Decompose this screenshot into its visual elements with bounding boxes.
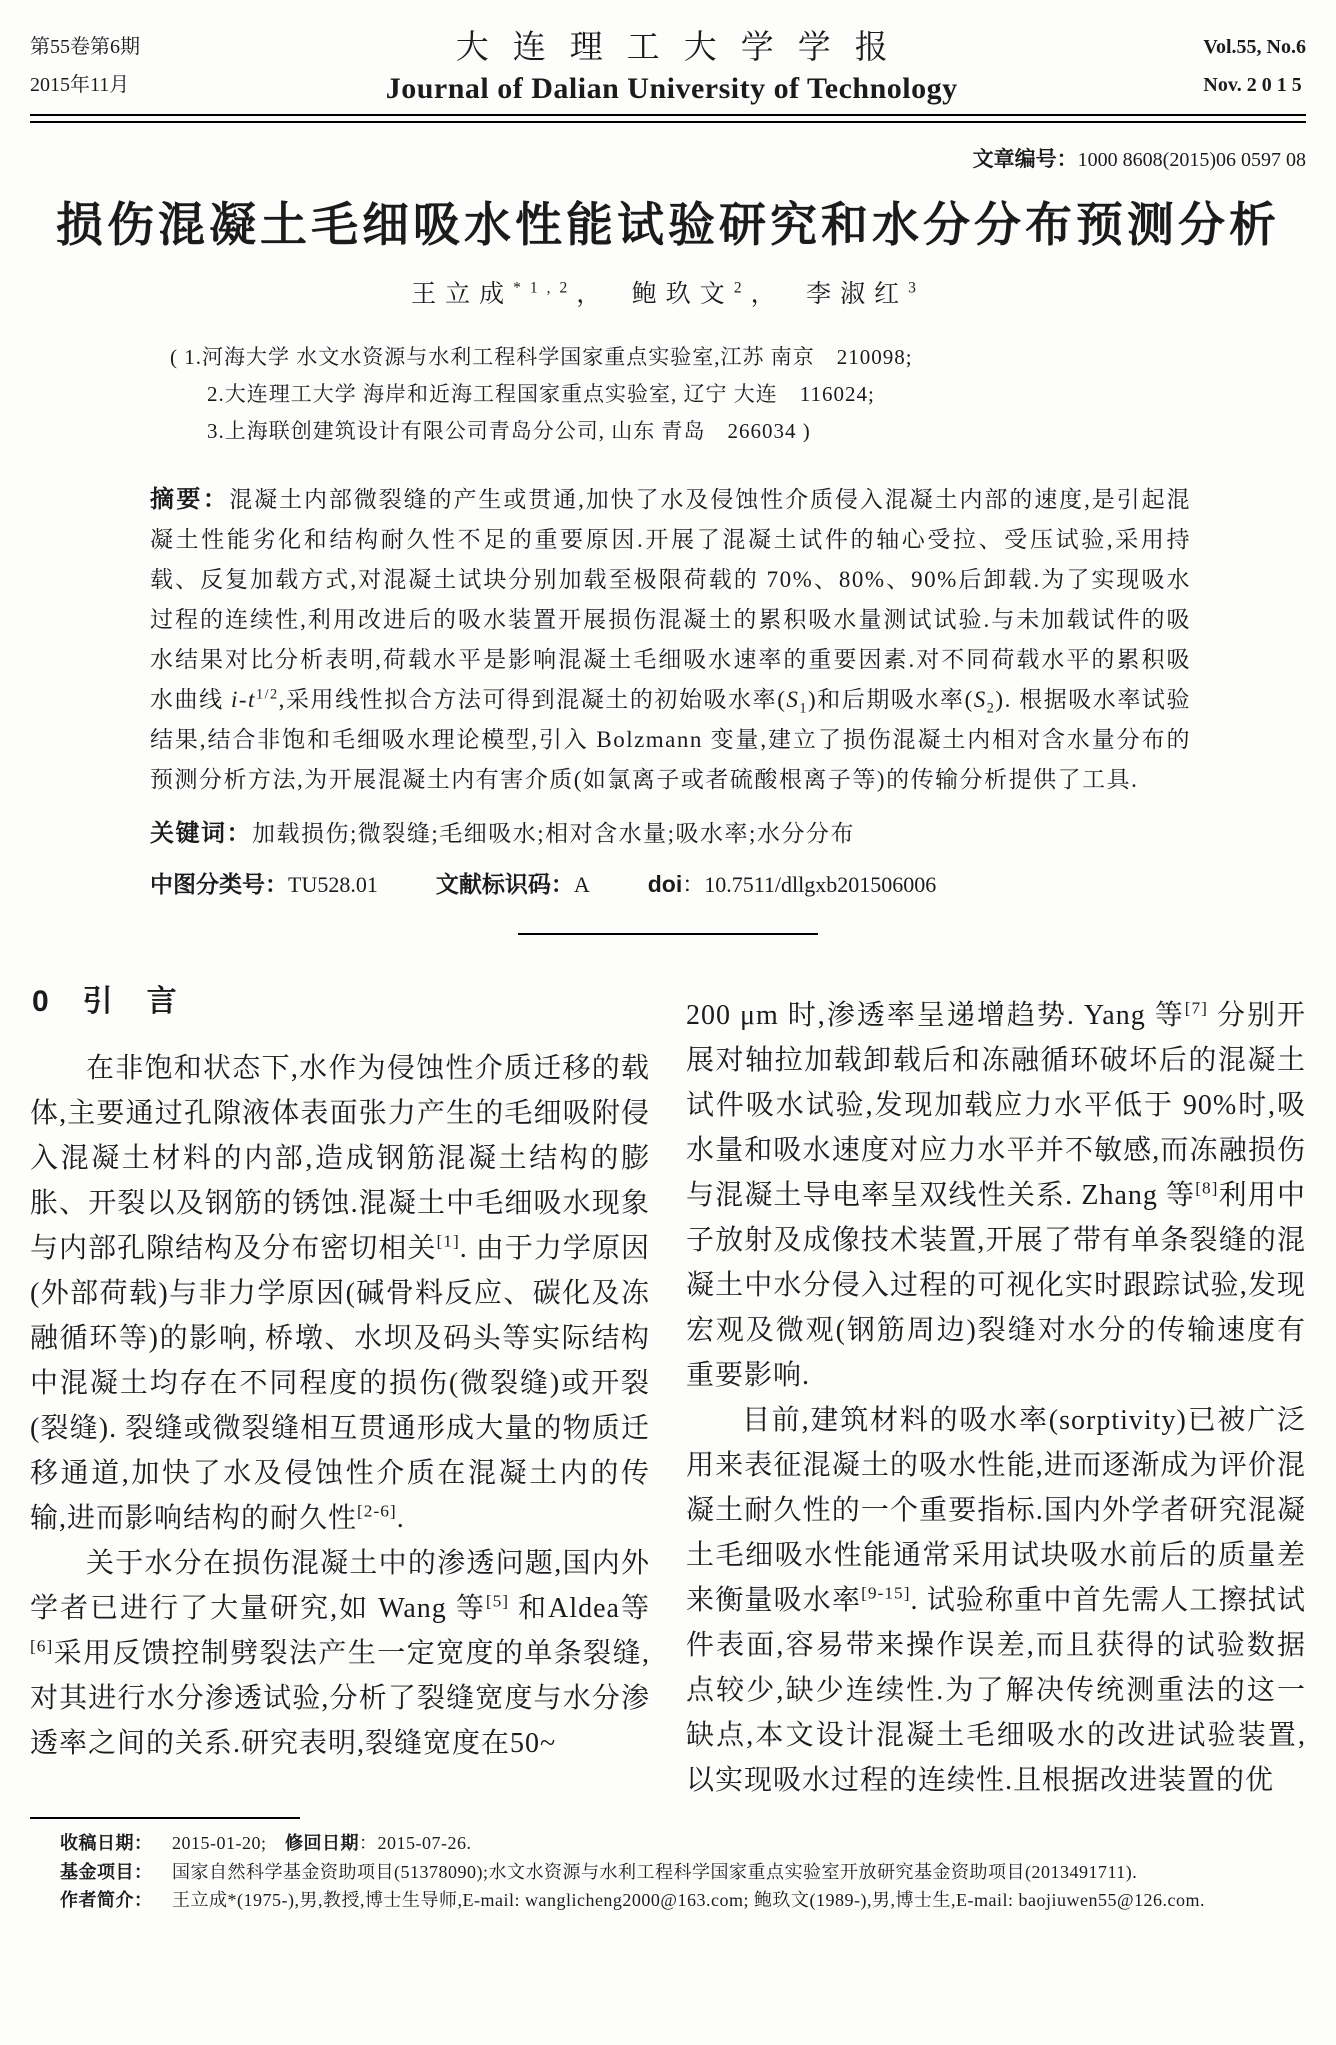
affiliation-2: 2.大连理工大学 海岸和近海工程国家重点实验室, 辽宁 大连 116024; [207,382,875,406]
paragraph: 在非饱和状态下,水作为侵蚀性介质迁移的载体,主要通过孔隙液体表面张力产生的毛细吸附侵入混凝土材料的内部,造成钢筋混凝土结构的膨胀、开裂以及钢筋的锈蚀.混凝土中毛细吸水现象与内部孔隙结构及分布密切相关[1]. 由于力学原因(外部荷载)与非力学原因(碱骨料反应、碳化及冻融循环等)的影响, 桥墩、水坝及码头等实际结构中混凝土均存在不同程度的损伤(微裂缝)或开裂(裂缝). 裂缝或微裂缝相互贯通形成大量的物质迁移通道,加快了水及侵蚀性介质在混凝土内的传输,进而影响结构的耐久性[2-6]. [30,1053,650,1534]
header-right [1203,28,1306,104]
article-number-row [30,143,1306,171]
left-column [30,971,650,1803]
section-0-heading: 0 引 言 [32,985,179,1018]
journal-title-cn: 大连理工大学学报 [455,30,912,66]
footnote-funding [60,1858,1306,1887]
keywords-row [150,814,1191,854]
footnote-block [30,1829,1306,1915]
section-divider [518,933,818,935]
affiliation-3: 3.上海联创建筑设计有限公司青岛分公司, 山东 青岛 266034 ) [207,419,811,443]
received-value: 2015-01-20; 修回日期：2015-07-26. [172,1833,472,1853]
footnote-received [60,1829,1306,1858]
article-number-label: 文章编号： [972,148,1078,171]
bio-label: 作者简介： [60,1890,153,1910]
doi-label: doi [647,871,683,897]
date-cn: 2015年11月 [30,74,130,96]
clc-value: TU528.01 [288,872,378,897]
header-divider [30,114,1306,123]
classification-row [150,864,1191,905]
affiliation-list [170,339,1306,450]
clc-label: 中图分类号： [150,871,288,897]
header-center [140,28,1203,110]
abstract-label: 摘要： [150,486,230,513]
footnote-bio [60,1886,1306,1915]
doi-pair [648,864,937,905]
volume-issue-en: Vol.55, No.6 [1203,36,1306,58]
doc-code-label: 文献标识码： [435,871,574,897]
funding-label: 基金项目： [60,1861,153,1882]
keywords-label: 关键词： [150,820,252,847]
paper-title: 损伤混凝土毛细吸水性能试验研究和水分分布预测分析 [56,200,1280,252]
doc-code-pair [436,864,590,905]
paragraph: 目前,建筑材料的吸水率(sorptivity)已被广泛用来表征混凝土的吸水性能,进而逐渐成为评价混凝土耐久性的一个重要指标.国内外学者研究混凝土毛细吸水性能通常采用试块吸水前后的质量差来衡量吸水率[9-15]. 试验称重中首先需人工擦拭试件表面,容易带来操作误差,而且获得的试验数据点较少,缺少连续性.为了解决传统测重法的这一缺点,本文设计混凝土毛细吸水的改进试验装置,以实现吸水过程的连续性.且根据改进装置的优 [686,1405,1306,1796]
doi-value: ：10.7511/dllgxb201506006 [682,872,937,897]
right-column [686,971,1306,1803]
date-en: Nov. 2 0 1 5 [1203,74,1302,96]
header-left [30,28,140,104]
received-label: 收稿日期： [60,1833,153,1853]
paragraph: 关于水分在损伤混凝土中的渗透问题,国内外学者已进行了大量研究,如 Wang 等[5] 和Aldea等[6]采用反馈控制劈裂法产生一定宽度的单条裂缝,对其进行水分渗透试验,分析了裂缝宽度与水分渗透率之间的关系.研究表明,裂缝宽度在50~ [30,1548,650,1759]
volume-issue-cn: 第55卷第6期 [30,36,140,58]
abstract-text: 混凝土内部微裂缝的产生或贯通,加快了水及侵蚀性介质侵入混凝土内部的速度,是引起混凝土性能劣化和结构耐久性不足的重要原因.开展了混凝土试件的轴心受拉、受压试验,采用持载、反复加载方式,对混凝土试块分别加载至极限荷载的 70%、80%、90%后卸载.为了实现吸水过程的连续性,利用改进后的吸水装置开展损伤混凝土的累积吸水量测试试验.与未加载试件的吸水结果对比分析表明,荷载水平是影响混凝土毛细吸水速率的重要因素.对不同荷载水平的累积吸水曲线 $i-t^{1/2}$,采用线性拟合方法可得到混凝土的初始吸水率$(S_1)$和后期吸水率$(S_2)$. 根据吸水率试验结果,结合非饱和毛细吸水理论模型,引入 Bolzmann 变量,建立了损伤混凝土内相对含水量分布的预测分析方法,为开展混凝土内有害介质(如氯离子或者硫酸根离子等)的传输分析提供了工具. [150,487,1192,792]
clc-pair [150,864,378,905]
bio-value: 王立成*(1975-),男,教授,博士生导师,E-mail: wanglicheng2000@163.com; 鲍玖文(1989-),男,博士生,E-mail: baojiuwen55@126.com. [172,1890,1206,1910]
abstract-block [150,480,1191,800]
footnote-divider [30,1817,300,1819]
journal-header [30,0,1306,110]
article-number-value: 1000 8608(2015)06 0597 08 [1077,149,1306,171]
doc-code-value: A [573,872,590,897]
paragraph: 200 μm 时,渗透率呈递增趋势. Yang 等[7] 分别开展对轴拉加载卸载后和冻融循环破坏后的混凝土试件吸水试验,发现加载应力水平低于 90%时,吸水量和吸水速度对应力水平并不敏感,而冻融损伤与混凝土导电率呈双线性关系. Zhang 等[8]利用中子放射及成像技术装置,开展了带有单条裂缝的混凝土中水分侵入过程的可视化实时跟踪试验,发现宏观及微观(钢筋周边)裂缝对水分的传输速度有重要影响. [686,998,1306,1391]
journal-title-en: Journal of Dalian University of Technology [385,72,958,105]
funding-value: 国家自然科学基金资助项目(51378090);水文水资源与水利工程科学国家重点实验室开放研究基金资助项目(2013491711). [172,1861,1138,1882]
keywords-text: 加载损伤;微裂缝;毛细吸水;相对含水量;吸水率;水分分布 [252,821,855,846]
affiliation-1: ( 1.河海大学 水文水资源与水利工程科学国家重点实验室,江苏 南京 210098; [170,345,913,369]
author-list: 王立成$^{*1,2}$， 鲍玖文$^2$， 李淑红$^3$ [411,279,925,308]
body-columns [30,971,1306,1803]
